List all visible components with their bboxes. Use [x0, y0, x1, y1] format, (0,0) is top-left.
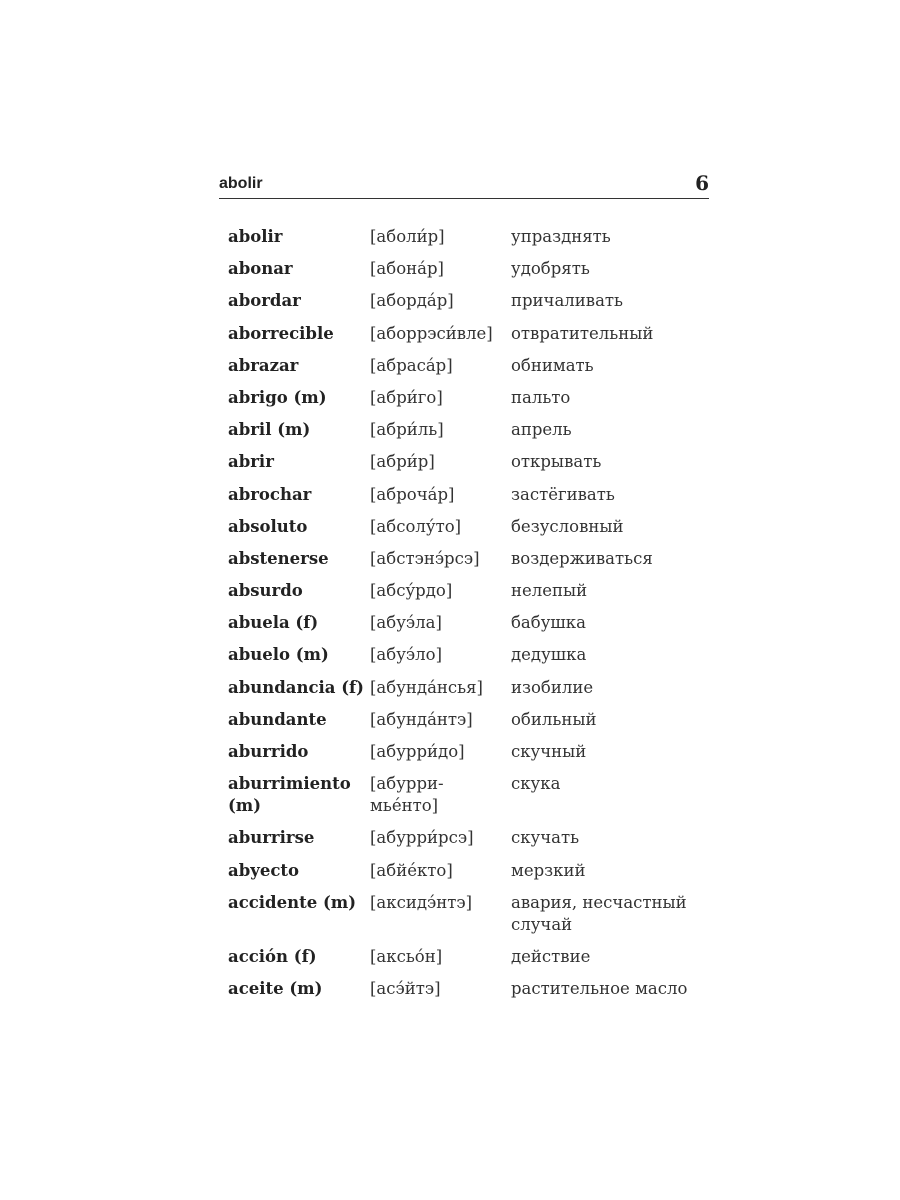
entry-translation: дедушка — [511, 645, 587, 665]
entry-word: absoluto — [228, 516, 308, 536]
entry-pronunciation: [абри́р] — [370, 452, 435, 472]
entry-word: abundancia (f) — [228, 677, 364, 697]
entry-word: aborrecible — [228, 323, 334, 343]
entry-translation: безусловный — [511, 516, 624, 536]
entry-word: abuelo (m) — [228, 645, 329, 665]
entry-word: aceite (m) — [228, 979, 323, 999]
entry-pronunciation: [аброча́р] — [370, 484, 455, 504]
entry-word: abrochar — [228, 484, 312, 504]
entry-word: abonar — [228, 259, 293, 279]
entry-word: acción (f) — [228, 946, 317, 966]
entry-word: abordar — [228, 291, 301, 311]
entry-word: abyecto — [228, 860, 299, 880]
entry-pronunciation: [абурри́рсэ] — [370, 828, 474, 848]
entry-word: aburrimiento (m) — [228, 774, 351, 816]
dictionary-entry — [228, 516, 708, 538]
entry-translation: обильный — [511, 709, 597, 729]
dictionary-entry — [228, 612, 708, 634]
entry-word: abrigo (m) — [228, 387, 327, 407]
entry-pronunciation: [абурри-мьéнто] — [370, 774, 444, 816]
dictionary-entry — [228, 741, 708, 763]
dictionary-entry — [228, 644, 708, 666]
dictionary-entry — [228, 355, 708, 377]
entry-translation: действие — [511, 946, 591, 966]
entry-word: abstenerse — [228, 548, 329, 568]
entry-pronunciation: [абсу́рдо] — [370, 581, 453, 601]
dictionary-entry — [228, 451, 708, 473]
dictionary-entry — [228, 827, 708, 849]
header-guide-word: abolir — [219, 175, 263, 192]
entry-pronunciation: [абунда́нтэ] — [370, 709, 473, 729]
entry-pronunciation: [абсолу́то] — [370, 516, 462, 536]
entry-word: abundante — [228, 709, 327, 729]
entry-word: absurdo — [228, 581, 303, 601]
entry-pronunciation: [асэ́йтэ] — [370, 979, 441, 999]
entry-translation: удобрять — [511, 259, 590, 279]
dictionary-entry — [228, 548, 708, 570]
entry-translation: пальто — [511, 387, 571, 407]
dictionary-entry — [228, 773, 708, 817]
dictionary-entry — [228, 258, 708, 280]
entry-translation: растительное масло — [511, 979, 688, 999]
entry-word: abrazar — [228, 355, 299, 375]
entry-word: abuela (f) — [228, 613, 319, 633]
entry-pronunciation: [абурри́до] — [370, 742, 465, 761]
entry-pronunciation: [абуэ́ла] — [370, 613, 442, 633]
dictionary-entry — [228, 946, 708, 968]
dictionary-entry — [228, 677, 708, 699]
dictionary-entry — [228, 290, 708, 312]
entry-pronunciation: [абстэнэ́рсэ] — [370, 548, 480, 568]
entry-translation: застёгивать — [511, 484, 615, 504]
dictionary-entry — [228, 978, 708, 1000]
entry-pronunciation: [аборда́р] — [370, 291, 454, 311]
dictionary-entry — [228, 387, 708, 409]
entry-translation: авария, несчастный случай — [511, 892, 687, 934]
entry-pronunciation: [абраса́р] — [370, 355, 453, 375]
entry-word: abolir — [228, 227, 283, 246]
running-header — [219, 170, 709, 199]
entry-word: abrir — [228, 452, 274, 472]
entry-pronunciation: [абри́го] — [370, 387, 443, 407]
entry-pronunciation: [абри́ль] — [370, 420, 444, 440]
entry-pronunciation: [аксьо́н] — [370, 946, 443, 966]
page-number: 6 — [695, 171, 709, 195]
dictionary-entry — [228, 419, 708, 441]
dictionary-entries — [228, 226, 708, 1010]
entry-word: accidente (m) — [228, 892, 357, 912]
entry-translation: нелепый — [511, 581, 588, 601]
entry-translation: отвратительный — [511, 323, 654, 343]
entry-pronunciation: [абуэ́ло] — [370, 645, 443, 665]
entry-translation: открывать — [511, 452, 602, 472]
entry-translation: изобилие — [511, 677, 594, 697]
entry-translation: скучать — [511, 828, 580, 848]
entry-word: abril (m) — [228, 420, 311, 440]
dictionary-entry — [228, 226, 708, 248]
dictionary-entry — [228, 484, 708, 506]
entry-translation: апрель — [511, 420, 572, 440]
entry-translation: мерзкий — [511, 860, 586, 880]
entry-pronunciation: [аборрэси́вле] — [370, 323, 493, 343]
entry-word: aburrido — [228, 742, 309, 761]
entry-pronunciation: [абунда́нсья] — [370, 677, 483, 697]
entry-translation: причаливать — [511, 291, 624, 311]
entry-pronunciation: [абйéкто] — [370, 860, 453, 880]
entry-pronunciation: [аксидэ́нтэ] — [370, 892, 473, 912]
entry-word: aburrirse — [228, 828, 315, 848]
entry-translation: скучный — [511, 742, 587, 761]
dictionary-entry — [228, 323, 708, 345]
entry-translation: обнимать — [511, 355, 594, 375]
entry-translation: бабушка — [511, 613, 586, 633]
dictionary-entry — [228, 892, 708, 936]
dictionary-entry — [228, 580, 708, 602]
entry-pronunciation: [абона́р] — [370, 259, 444, 279]
entry-translation: скука — [511, 774, 561, 794]
entry-pronunciation: [аболи́р] — [370, 227, 445, 246]
entry-translation: воздерживаться — [511, 548, 653, 568]
dictionary-entry — [228, 860, 708, 882]
entry-translation: упразднять — [511, 227, 611, 246]
dictionary-entry — [228, 709, 708, 731]
